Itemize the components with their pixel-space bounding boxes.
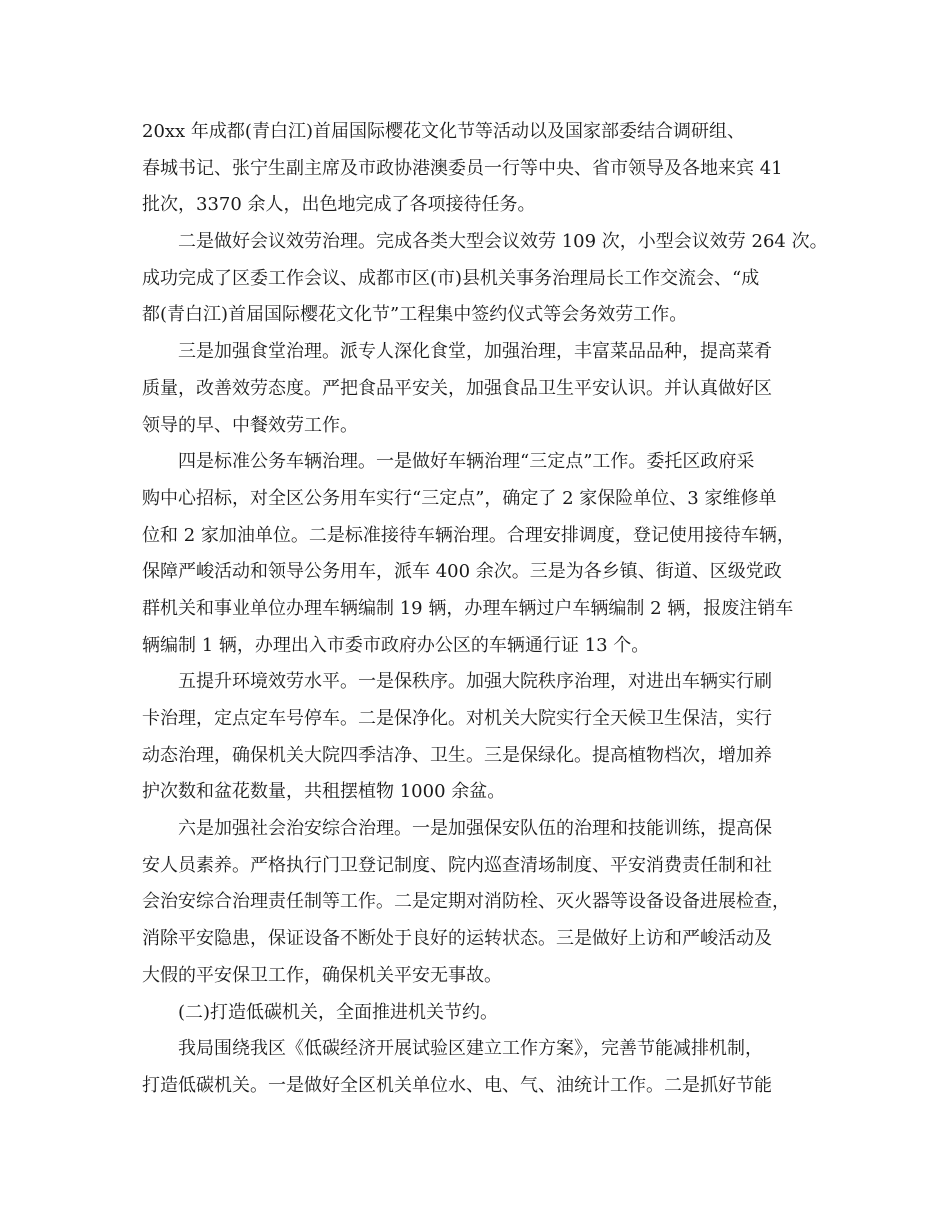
text-line: 群机关和事业单位办理车辆编制 19 辆，办理车辆过户车辆编制 2 辆，报废注销车 (142, 597, 794, 619)
paragraph-start-line: 二是做好会议效劳治理。完成各类大型会议效劳 109 次，小型会议效劳 264 次。 (178, 231, 828, 253)
paragraph-start-line: 三是加强食堂治理。派专人深化食堂，加强治理，丰富菜品品种，提高菜肴 (178, 341, 772, 363)
paragraph-start-line: 四是标准公务车辆治理。一是做好车辆治理“三定点”工作。委托区政府采 (178, 451, 755, 473)
text-line: 会治安综合治理责任制等工作。二是定期对消防栓、灭火器等设备设备进展检查， (142, 891, 790, 913)
text-line: 打造低碳机关。一是做好全区机关单位水、电、气、油统计工作。二是抓好节能 (142, 1074, 772, 1096)
paragraph-start-line: 六是加强社会治安综合治理。一是加强保安队伍的治理和技能训练，提高保 (178, 818, 772, 840)
text-line: 卡治理，定点定车号停车。二是保净化。对机关大院实行全天候卫生保洁，实行 (142, 708, 772, 729)
text-line: 领导的早、中餐效劳工作。 (142, 414, 358, 436)
text-line: 安人员素养。严格执行门卫登记制度、院内巡查清场制度、平安消费责任制和社 (142, 854, 772, 876)
text-line: 批次，3370 余人，出色地完成了各项接待任务。 (142, 194, 536, 216)
text-line: 都(青白江)首届国际樱花文化节”工程集中签约仪式等会务效劳工作。 (142, 304, 688, 326)
text-line: 大假的平安保卫工作，确保机关平安无事故。 (142, 964, 502, 986)
paragraph-start-line: 五提升环境效劳水平。一是保秩序。加强大院秩序治理，对进出车辆实行刷 (178, 671, 772, 693)
text-line: 成功完成了区委工作会议、成都市区(市)县机关事务治理局长工作交流会、“成 (142, 267, 760, 289)
text-line: 动态治理，确保机关大院四季洁净、卫生。三是保绿化。提高植物档次，增加养 (142, 744, 772, 766)
paragraph-start-line: 我局围绕我区《低碳经济开展试验区建立工作方案》，完善节能减排机制， (178, 1038, 763, 1060)
text-line: 20xx 年成都(青白江)首届国际樱花文化节等活动以及国家部委结合调研组、 (142, 121, 745, 142)
text-line: 护次数和盆花数量，共租摆植物 1000 余盆。 (142, 781, 506, 803)
text-line: 质量，改善效劳态度。严把食品平安关，加强食品卫生平安认识。并认真做好区 (142, 377, 772, 399)
document-body (142, 114, 832, 1105)
section-heading: (二)打造低碳机关，全面推进机关节约。 (178, 1001, 499, 1023)
text-line: 辆编制 1 辆，办理出入市委市政府办公区的车辆通行证 13 个。 (142, 634, 650, 656)
text-line: 购中心招标，对全区公务用车实行“三定点”，确定了 2 家保险单位、3 家维修单 (142, 487, 777, 509)
text-line: 位和 2 家加油单位。二是标准接待车辆治理。合理安排调度，登记使用接待车辆， (142, 524, 795, 546)
text-line: 消除平安隐患，保证设备不断处于良好的运转状态。三是做好上访和严峻活动及 (142, 928, 772, 950)
text-line: 春城书记、张宁生副主席及市政协港澳委员一行等中央、省市领导及各地来宾 41 (142, 157, 783, 179)
text-line: 保障严峻活动和领导公务用车，派车 400 余次。三是为各乡镇、街道、区级党政 (142, 561, 782, 583)
